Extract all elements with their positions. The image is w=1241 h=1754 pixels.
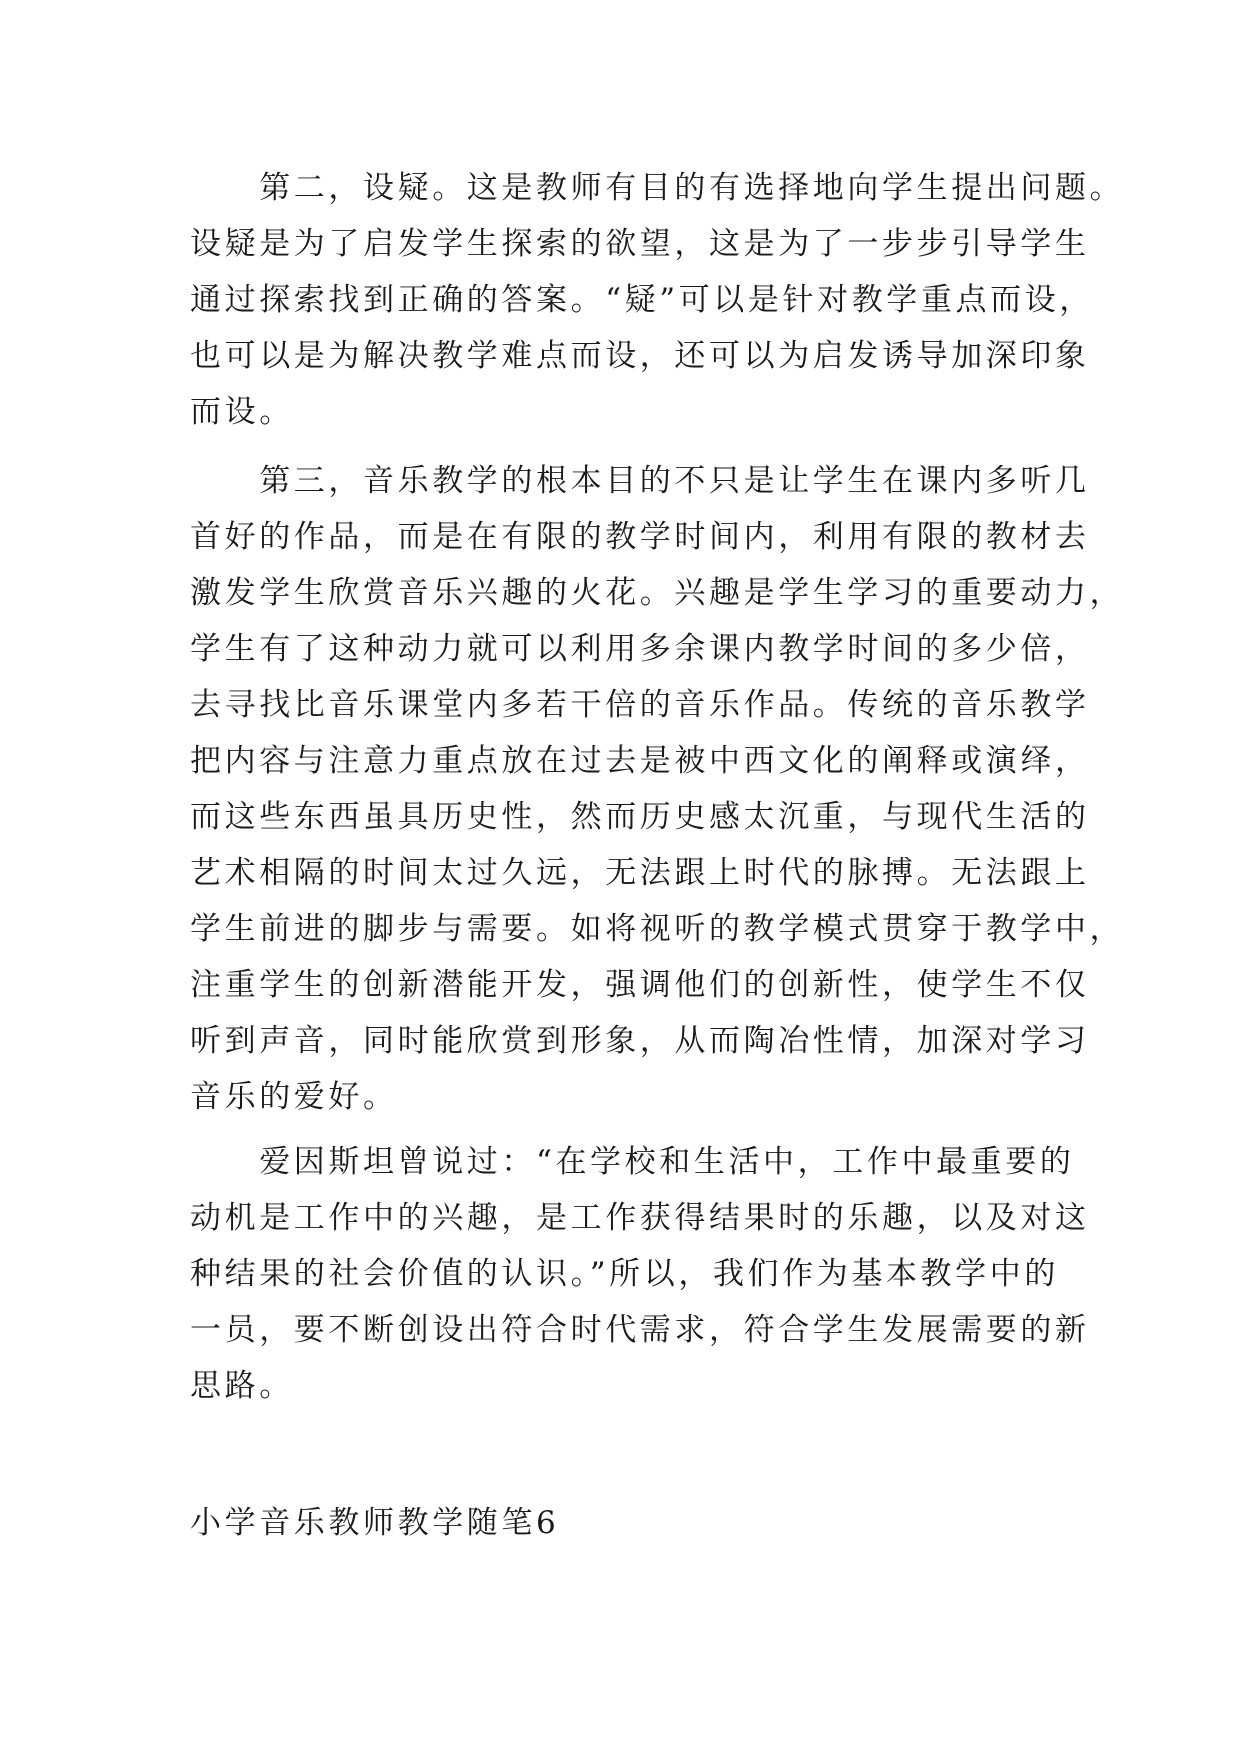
paragraph-line: 激发学生欣赏音乐兴趣的火花。兴趣是学生学习的重要动力， — [190, 575, 1125, 611]
paragraph-line: 也可以是为解决教学难点而设，还可以为启发诱导加深印象 — [190, 338, 1090, 374]
paragraph-line: 去寻找比音乐课堂内多若干倍的音乐作品。传统的音乐教学 — [190, 687, 1090, 723]
paragraph-line: 而设。 — [190, 394, 294, 430]
paragraph-line: 动机是工作中的兴趣，是工作获得结果时的乐趣，以及对这 — [190, 1200, 1090, 1236]
paragraph-line: 思路。 — [190, 1368, 294, 1404]
paragraph-line: 把内容与注意力重点放在过去是被中西文化的阐释或演绎， — [190, 743, 1090, 779]
paragraph-line: 设疑是为了启发学生探索的欲望，这是为了一步步引导学生 — [190, 226, 1090, 262]
paragraph-line: 首好的作品，而是在有限的教学时间内，利用有限的教材去 — [190, 519, 1090, 555]
paragraph-3-music-teaching-goal — [190, 453, 1125, 1125]
paragraph-line: 爱因斯坦曾说过：“在学校和生活中，工作中最重要的 — [190, 1144, 1075, 1180]
paragraph-line: 第三，音乐教学的根本目的不只是让学生在课内多听几 — [190, 463, 1090, 499]
paragraph-line: 种结果的社会价值的认识。”所以，我们作为基本教学中的 — [190, 1256, 1059, 1292]
paragraph-line: 第二，设疑。这是教师有目的有选择地向学生提出问题。 — [190, 170, 1125, 206]
paragraph-line: 学生有了这种动力就可以利用多余课内教学时间的多少倍， — [190, 631, 1090, 667]
paragraph-line: 音乐的爱好。 — [190, 1079, 398, 1115]
paragraph-line: 学生前进的脚步与需要。如将视听的教学模式贯穿于教学中， — [190, 911, 1125, 947]
paragraph-line: 通过探索找到正确的答案。“疑”可以是针对教学重点而设， — [190, 282, 1094, 318]
paragraph-line: 听到声音，同时能欣赏到形象，从而陶冶性情，加深对学习 — [190, 1023, 1090, 1059]
paragraph-2-setting-questions — [190, 160, 1125, 440]
paragraph-einstein-quote — [190, 1134, 1090, 1414]
paragraph-line: 一员，要不断创设出符合时代需求，符合学生发展需要的新 — [190, 1312, 1090, 1348]
section-title: 小学音乐教师教学随笔6 — [190, 1505, 560, 1541]
paragraph-line: 注重学生的创新潜能开发，强调他们的创新性，使学生不仅 — [190, 967, 1090, 1003]
paragraph-line: 艺术相隔的时间太过久远，无法跟上时代的脉搏。无法跟上 — [190, 855, 1090, 891]
paragraph-line: 而这些东西虽具历史性，然而历史感太沉重，与现代生活的 — [190, 799, 1090, 835]
